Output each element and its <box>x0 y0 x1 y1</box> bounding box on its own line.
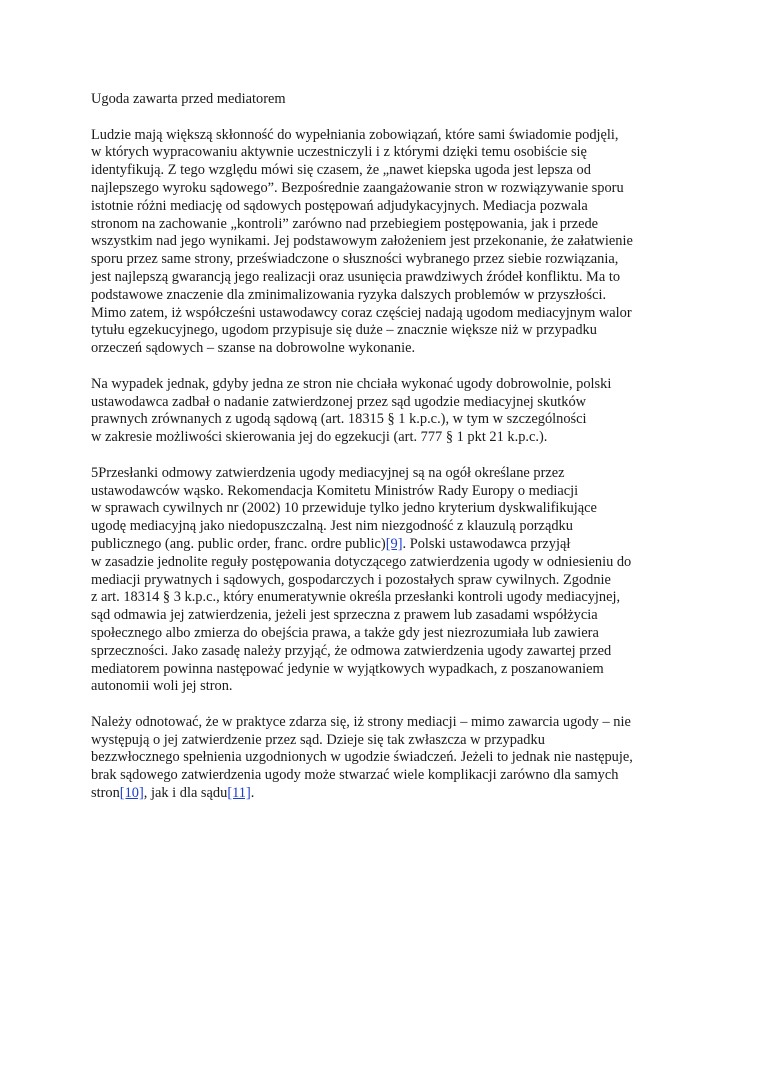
ref-line-suffix: . Polski ustawodawca przyjął <box>402 535 571 552</box>
paragraph-line: istotnie różni mediację od sądowych postępowań adjudykacyjnych. Mediacja pozwala <box>91 197 588 214</box>
paragraph-line: ustawodawca zadbał o nadanie zatwierdzonej przez sąd ugodzie mediacyjnej skutków <box>91 393 587 410</box>
last-line-middle: , jak i dla sądu <box>143 785 228 802</box>
paragraph-2 <box>91 376 671 447</box>
paragraph-3 <box>91 465 671 696</box>
paragraph-line: Mimo zatem, iż współcześni ustawodawcy coraz częściej nadają ugodom mediacyjnym walor <box>91 304 632 321</box>
paragraph-line: orzeczeń sądowych – szanse na dobrowolne wykonanie. <box>91 340 416 357</box>
paragraph-line: Należy odnotować, że w praktyce zdarza się, iż strony mediacji – mimo zawarcia ugody – nie <box>91 713 631 730</box>
paragraph-line: najlepszego wyroku sądowego”. Bezpośrednie zaangażowanie stron w rozwiązywanie sporu <box>91 179 624 196</box>
paragraph-line: w zasadzie jednolite reguły postępowania dotyczącego zatwierdzenia ugody w odniesieniu do <box>91 553 632 570</box>
paragraph-line: 5Przesłanki odmowy zatwierdzenia ugody mediacyjnej są na ogół określane przez <box>91 464 565 481</box>
paragraph-line: sprzeczności. Jako zasadę należy przyjąć, że odmowa zatwierdzenia ugody zawartej przed <box>91 642 612 659</box>
paragraph-line: w których wypracowaniu aktywnie uczestniczyli i z którymi dzięki temu osobiście się <box>91 144 587 161</box>
paragraph-line: ustawodawców wąsko. Rekomendacja Komitetu Ministrów Rady Europy o mediacji <box>91 482 579 499</box>
footnote-link-11[interactable]: [11] <box>227 785 251 802</box>
paragraph-line: wszystkim nad jego wynikami. Jej podstawowym założeniem jest przekonanie, że załatwienie <box>91 233 633 250</box>
paragraph-line: sporu przez same strony, przeświadczone o słuszności wybranego przez siebie rozwiązania, <box>91 251 619 268</box>
paragraph-line: sąd odmawia jej zatwierdzenia, jeżeli jest sprzeczna z prawem lub zasadami współżycia <box>91 607 598 624</box>
paragraph-line: mediatorem powinna następować jedynie w wyjątkowych wypadkach, z poszanowaniem <box>91 660 604 677</box>
paragraph-line: brak sądowego zatwierdzenia ugody może stwarzać wiele komplikacji zarówno dla samych <box>91 767 619 784</box>
paragraph-line: autonomii woli jej stron. <box>91 678 233 695</box>
paragraph-line: z art. 18314 § 3 k.p.c., który enumeratywnie określa przesłanki kontroli ugody mediacyjnej, <box>91 589 621 606</box>
document-page <box>91 91 671 821</box>
paragraph-line: podstawowe znaczenie dla zminimalizowania ryzyka dalszych problemów w przyszłości. <box>91 286 607 303</box>
footnote-link-9[interactable]: [9] <box>385 535 403 552</box>
paragraph-line: prawnych zrównanych z ugodą sądową (art. 18315 § 1 k.p.c.), w tym w szczególności <box>91 411 587 428</box>
paragraph-line: stronom na zachowanie „kontroli” zarówno nad przebiegiem postępowania, jak i przede <box>91 215 599 232</box>
paragraph-line: społecznego albo zmierza do obejścia prawa, a także gdy jest niezrozumiała lub zawiera <box>91 624 599 641</box>
ref-line-prefix: publicznego (ang. public order, franc. ordre public) <box>91 535 386 552</box>
paragraph-line: jest najlepszą gwarancją jego realizacji oraz usunięcia prawdziwych źródeł konfliktu. Ma to <box>91 268 621 285</box>
paragraph-line: w zakresie możliwości skierowania jej do egzekucji (art. 777 § 1 pkt 21 k.p.c.). <box>91 429 548 446</box>
paragraph-line: bezzwłocznego spełnienia uzgodnionych w ugodzie świadczeń. Jeżeli to jednak nie następuje, <box>91 749 633 766</box>
paragraph-1 <box>91 127 671 358</box>
paragraph-line: w sprawach cywilnych nr (2002) 10 przewiduje tylko jedno kryterium dyskwalifikujące <box>91 500 597 517</box>
paragraph-line: występują o jej zatwierdzenie przez sąd. Dzieje się tak zwłaszcza w przypadku <box>91 731 545 748</box>
paragraph-line: Ludzie mają większą skłonność do wypełniania zobowiązań, które sami świadomie podjęli, <box>91 126 619 143</box>
document-title: Ugoda zawarta przed mediatorem <box>91 91 286 107</box>
paragraph-4 <box>91 714 671 803</box>
paragraph-line: Na wypadek jednak, gdyby jedna ze stron nie chciała wykonać ugody dobrowolnie, polski <box>91 375 612 392</box>
paragraph-line: mediacji prywatnych i sądowych, gospodarczych i pozostałych spraw cywilnych. Zgodnie <box>91 571 611 588</box>
footnote-link-10[interactable]: [10] <box>119 785 144 802</box>
paragraph-line: tytułu egzekucyjnego, ugodom przypisuje się duże – znacznie większe niż w przypadku <box>91 322 597 339</box>
last-line-prefix: stron <box>91 785 120 802</box>
paragraph-line-with-refs <box>91 785 671 803</box>
paragraph-line: ugodę mediacyjną jako niedopuszczalną. Jest nim niezgodność z klauzulą porządku <box>91 518 573 535</box>
paragraph-line: identyfikują. Z tego względu mówi się czasem, że „nawet kiepska ugoda jest lepsza od <box>91 162 591 179</box>
last-line-suffix: . <box>250 785 255 802</box>
paragraph-line-with-ref <box>91 536 671 554</box>
